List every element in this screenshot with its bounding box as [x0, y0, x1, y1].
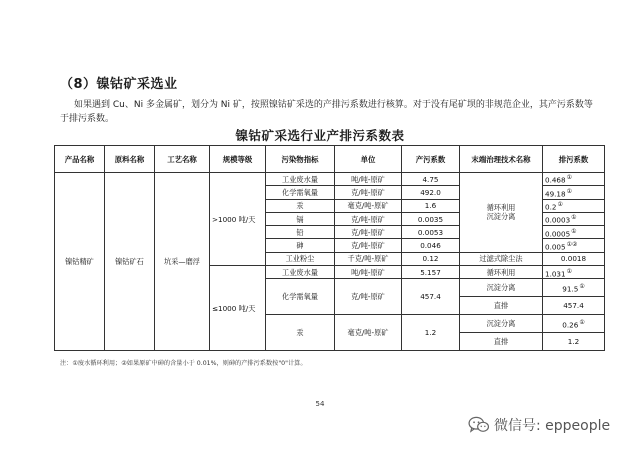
discharge-cell: 0.0018	[543, 252, 605, 265]
footnote-mark: ①	[566, 187, 572, 195]
table-row	[55, 173, 605, 186]
discharge-value: 49.18	[545, 189, 566, 199]
scale-cell: >1000 吨/天	[210, 173, 266, 266]
discharge-value: 0.005	[545, 242, 566, 252]
header-cell: 单位	[335, 146, 402, 173]
tech-cell: 直排	[460, 333, 543, 351]
produce-cell: 1.6	[402, 199, 460, 212]
pollutant-cell: 铅	[266, 226, 335, 239]
produce-cell: 1.2	[402, 315, 460, 351]
header-cell: 末端治理技术名称	[460, 146, 543, 173]
unit-cell: 克/吨-原矿	[335, 279, 402, 315]
pollutant-cell: 工业粉尘	[266, 252, 335, 265]
produce-cell: 0.0035	[402, 212, 460, 225]
scale-cell: ≤1000 吨/天	[210, 266, 266, 351]
produce-cell: 5.157	[402, 266, 460, 279]
watermark-text: 微信号: eppeople	[494, 418, 611, 434]
unit-cell: 吨/吨-原矿	[335, 266, 402, 279]
wechat-logo-icon	[468, 416, 490, 434]
intro-paragraph-text: 如果遇到 Cu、Ni 多金属矿，划分为 Ni 矿，按照镍钴矿采选的产排污系数进行核算。对于没有尾矿坝的非规范企业，其产污系数等于排污系数。	[60, 100, 593, 124]
footnote-mark: ①	[566, 267, 572, 275]
pollutant-cell: 工业废水量	[266, 173, 335, 186]
footnote-mark: ①②	[566, 240, 578, 248]
produce-cell: 0.12	[402, 252, 460, 265]
unit-cell: 克/吨-原矿	[335, 239, 402, 252]
unit-cell: 克/吨-原矿	[335, 186, 402, 199]
produce-cell: 492.0	[402, 186, 460, 199]
table-footnote: 注：①废水循环利用；②如果原矿中砷的含量小于 0.01%，则砷的产排污系数按"0"计算。	[60, 360, 307, 367]
discharge-value: 91.5	[562, 284, 579, 294]
pollutant-cell: 工业废水量	[266, 266, 335, 279]
watermark	[468, 415, 610, 435]
process-cell: 坑采—磨浮	[155, 173, 210, 351]
discharge-value: 0.468	[545, 175, 566, 185]
discharge-cell	[543, 226, 605, 239]
page-number: 54	[315, 400, 325, 408]
discharge-value: 0.0003	[545, 215, 571, 225]
produce-cell: 0.046	[402, 239, 460, 252]
footnote-mark: ①	[579, 283, 585, 291]
discharge-cell	[543, 315, 605, 333]
coefficient-table	[54, 145, 605, 351]
discharge-value: 1.031	[545, 268, 566, 278]
table-title: 镍钴矿采选行业产排污系数表	[235, 128, 405, 143]
tech-cell: 沉淀分离	[460, 279, 543, 297]
intro-paragraph	[60, 98, 600, 126]
discharge-cell	[543, 212, 605, 225]
product-cell: 镍钴精矿	[55, 173, 105, 351]
produce-cell: 457.4	[402, 279, 460, 315]
discharge-value: 0.26	[562, 320, 579, 330]
tech-cell	[460, 173, 543, 253]
header-cell: 规模等级	[210, 146, 266, 173]
tech-cell: 沉淀分离	[460, 315, 543, 333]
discharge-cell: 457.4	[543, 297, 605, 315]
header-cell: 产品名称	[55, 146, 105, 173]
footnote-mark: ①	[571, 227, 577, 235]
table-header-row	[55, 146, 605, 173]
footnote-mark: ①	[566, 174, 572, 182]
footnote-mark: ①	[571, 214, 577, 222]
unit-cell: 毫克/吨-原矿	[335, 199, 402, 212]
unit-cell: 克/吨-原矿	[335, 212, 402, 225]
unit-cell: 克/吨-原矿	[335, 226, 402, 239]
section-heading: （8）镍钴矿采选业	[60, 77, 178, 92]
tech-cell: 循环利用	[460, 266, 543, 279]
unit-cell: 毫克/吨-原矿	[335, 315, 402, 351]
discharge-value: 0.0005	[545, 229, 571, 239]
header-cell: 原料名称	[105, 146, 155, 173]
unit-cell: 吨/吨-原矿	[335, 173, 402, 186]
tech-line: 循环利用 沉淀分离	[486, 203, 516, 222]
discharge-cell	[543, 173, 605, 186]
discharge-cell	[543, 239, 605, 252]
header-cell: 工艺名称	[155, 146, 210, 173]
produce-cell: 4.75	[402, 173, 460, 186]
tech-cell: 过滤式除尘法	[460, 252, 543, 265]
tech-cell: 直排	[460, 297, 543, 315]
pollutant-cell: 化学需氧量	[266, 186, 335, 199]
footnote-mark: ①	[557, 201, 563, 209]
discharge-cell	[543, 266, 605, 279]
pollutant-cell: 化学需氧量	[266, 279, 335, 315]
header-cell: 污染物指标	[266, 146, 335, 173]
pollutant-cell: 汞	[266, 315, 335, 351]
discharge-cell	[543, 279, 605, 297]
pollutant-cell: 汞	[266, 199, 335, 212]
material-cell: 镍钴矿石	[105, 173, 155, 351]
unit-cell: 千克/吨-原矿	[335, 252, 402, 265]
pollutant-cell: 砷	[266, 239, 335, 252]
discharge-value: 0.2	[545, 202, 557, 212]
discharge-cell: 1.2	[543, 333, 605, 351]
produce-cell: 0.0053	[402, 226, 460, 239]
discharge-cell	[543, 186, 605, 199]
header-cell: 产污系数	[402, 146, 460, 173]
footnote-mark: ①	[579, 319, 585, 327]
pollutant-cell: 镉	[266, 212, 335, 225]
discharge-cell	[543, 199, 605, 212]
header-cell: 排污系数	[543, 146, 605, 173]
